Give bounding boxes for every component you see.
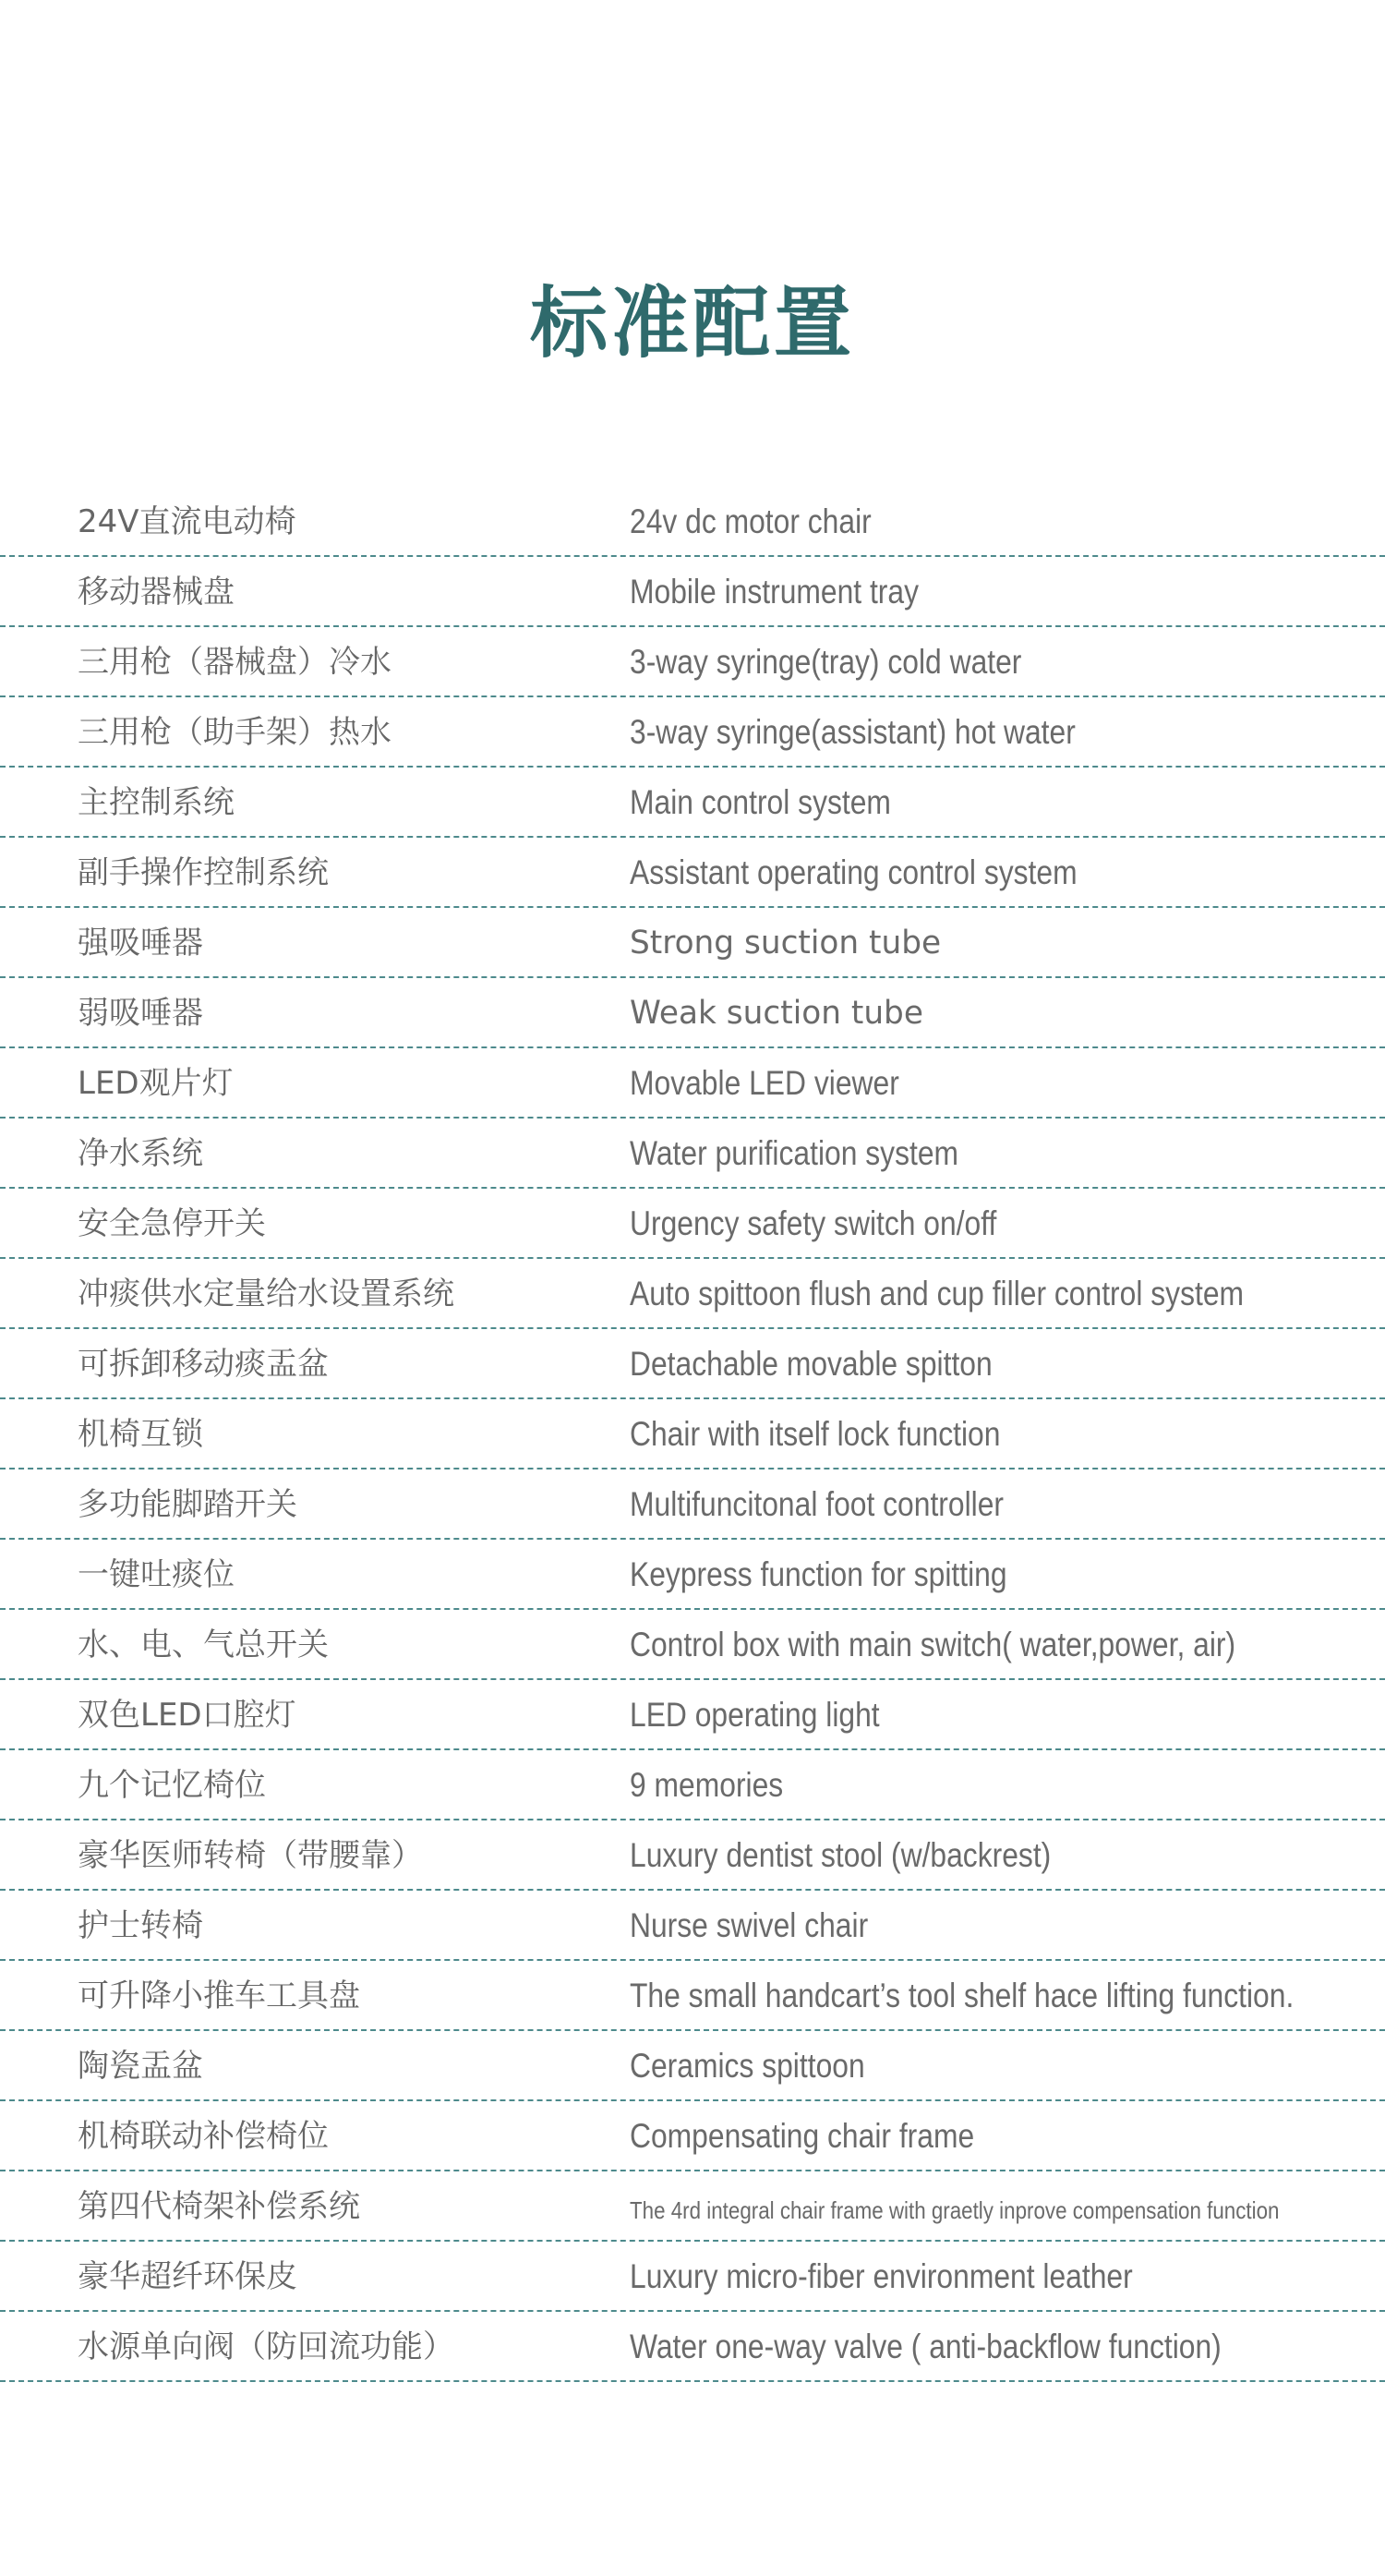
spec-row — [0, 2101, 1385, 2171]
spec-en-label: Keypress function for spitting — [630, 1555, 1007, 1593]
spec-en-label: Movable LED viewer — [630, 1064, 899, 1102]
spec-row — [0, 1119, 1385, 1189]
spec-row — [0, 2312, 1385, 2382]
spec-row — [0, 2171, 1385, 2242]
spec-en-label: Assistant operating control system — [630, 853, 1078, 891]
spec-row — [0, 1259, 1385, 1329]
spec-row — [0, 1469, 1385, 1540]
spec-en-label: Urgency safety switch on/off — [630, 1204, 997, 1242]
spec-cn-label: 多功能脚踏开关 — [78, 1486, 297, 1523]
spec-en-label: Nurse swivel chair — [630, 1906, 869, 1944]
spec-cn-label: 机椅联动补偿椅位 — [78, 2118, 329, 2155]
spec-en-label: Mobile instrument tray — [630, 573, 920, 611]
spec-cn-label: 三用枪（助手架）热水 — [78, 714, 391, 751]
spec-en-label: Strong suction tube — [630, 925, 942, 961]
spec-cn-label: 豪华超纤环保皮 — [78, 2258, 297, 2295]
spec-cn-label: 一键吐痰位 — [78, 1556, 235, 1593]
spec-cn-label: 强吸唾器 — [78, 925, 203, 961]
spec-row — [0, 1820, 1385, 1891]
spec-row — [0, 557, 1385, 627]
spec-row — [0, 1610, 1385, 1680]
spec-en-label: Multifuncitonal foot controller — [630, 1485, 1005, 1523]
spec-list — [0, 487, 1385, 2382]
spec-cn-label: 24V直流电动椅 — [78, 503, 296, 540]
spec-cn-label: 可拆卸移动痰盂盆 — [78, 1346, 329, 1383]
spec-row — [0, 1680, 1385, 1750]
spec-en-label: Luxury micro-fiber environment leather — [630, 2257, 1133, 2295]
spec-en-label: Weak suction tube — [630, 995, 923, 1032]
spec-cn-label: 净水系统 — [78, 1135, 203, 1172]
spec-cn-label: 弱吸唾器 — [78, 995, 203, 1032]
spec-row — [0, 2242, 1385, 2312]
spec-en-label: Auto spittoon flush and cup filler control system — [630, 1275, 1245, 1312]
spec-en-label: Control box with main switch( water,power, air) — [630, 1626, 1236, 1663]
spec-cn-label: 冲痰供水定量给水设置系统 — [78, 1276, 454, 1312]
spec-row — [0, 1189, 1385, 1259]
spec-en-label: Compensating chair frame — [630, 2117, 975, 2155]
spec-row — [0, 978, 1385, 1048]
spec-cn-label: 机椅互锁 — [78, 1416, 203, 1453]
spec-row — [0, 1048, 1385, 1119]
spec-en-label: Water purification system — [630, 1134, 959, 1172]
spec-row — [0, 768, 1385, 838]
spec-row — [0, 1891, 1385, 1961]
spec-cn-label: 三用枪（器械盘）冷水 — [78, 644, 391, 681]
spec-row — [0, 627, 1385, 697]
spec-en-label: Main control system — [630, 783, 891, 821]
spec-cn-label: 九个记忆椅位 — [78, 1767, 266, 1804]
spec-row — [0, 1540, 1385, 1610]
spec-en-label: LED operating light — [630, 1696, 880, 1734]
spec-row — [0, 1399, 1385, 1469]
spec-en-label: The small handcart’s tool shelf hace lifting function. — [630, 1977, 1295, 2014]
spec-row — [0, 838, 1385, 908]
spec-row — [0, 1750, 1385, 1820]
spec-en-label: Chair with itself lock function — [630, 1415, 1001, 1453]
spec-row — [0, 1961, 1385, 2031]
spec-en-label: 24v dc motor chair — [630, 502, 872, 540]
spec-en-label: Detachable movable spitton — [630, 1345, 993, 1383]
spec-en-label: Water one-way valve ( anti-backflow function) — [630, 2328, 1222, 2365]
spec-cn-label: 可升降小推车工具盘 — [78, 1977, 360, 2014]
spec-en-label: The 4rd integral chair frame with graetly inprove compensation function — [630, 2196, 1280, 2224]
spec-row — [0, 908, 1385, 978]
spec-cn-label: 双色LED口腔灯 — [78, 1697, 296, 1734]
spec-row — [0, 2031, 1385, 2101]
page-title: 标准配置 — [529, 278, 855, 369]
spec-en-label: 3-way syringe(assistant) hot water — [630, 713, 1076, 751]
spec-cn-label: 护士转椅 — [78, 1907, 203, 1944]
spec-cn-label: 陶瓷盂盆 — [78, 2048, 203, 2085]
spec-cn-label: LED观片灯 — [78, 1065, 234, 1102]
spec-cn-label: 豪华医师转椅（带腰靠） — [78, 1837, 423, 1874]
spec-en-label: 9 memories — [630, 1766, 784, 1804]
spec-en-label: Luxury dentist stool (w/backrest) — [630, 1836, 1052, 1874]
spec-cn-label: 主控制系统 — [78, 784, 235, 821]
spec-cn-label: 第四代椅架补偿系统 — [78, 2188, 360, 2225]
spec-cn-label: 移动器械盘 — [78, 574, 235, 611]
spec-cn-label: 副手操作控制系统 — [78, 854, 329, 891]
spec-row — [0, 697, 1385, 768]
spec-cn-label: 水、电、气总开关 — [78, 1627, 329, 1663]
spec-en-label: 3-way syringe(tray) cold water — [630, 643, 1022, 681]
spec-cn-label: 水源单向阀（防回流功能） — [78, 2328, 454, 2365]
spec-row — [0, 487, 1385, 557]
spec-en-label: Ceramics spittoon — [630, 2047, 865, 2085]
spec-cn-label: 安全急停开关 — [78, 1205, 266, 1242]
spec-row — [0, 1329, 1385, 1399]
